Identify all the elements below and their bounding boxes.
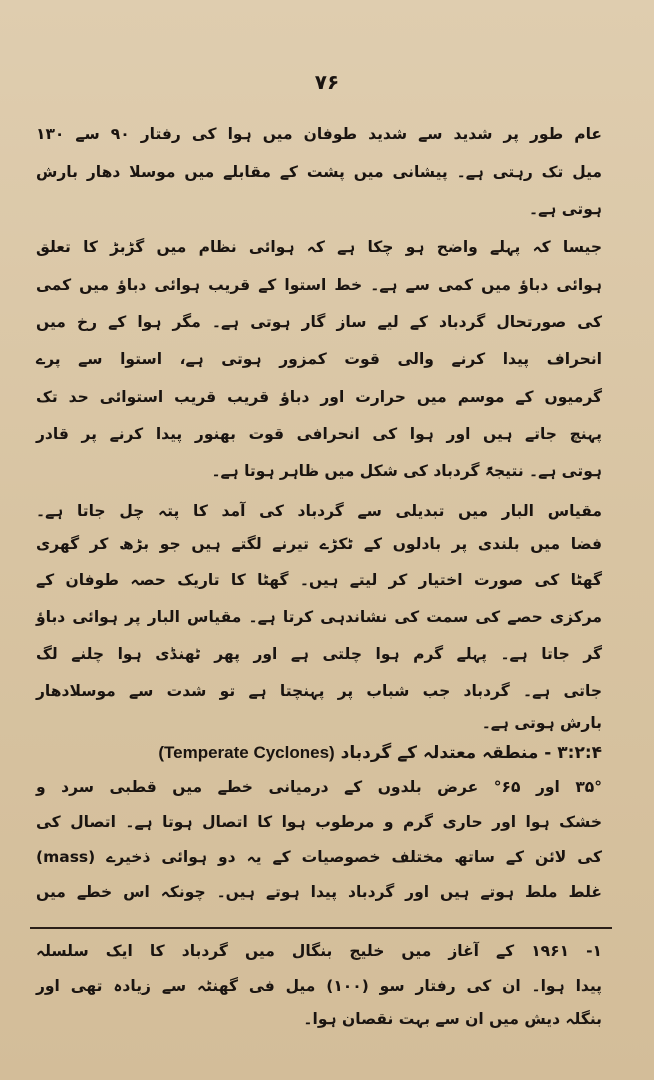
para4-line: خشک ہوا اور حاری گرم و مرطوب ہوا کا اتصال ہوتا ہے۔ اتصال کی	[36, 813, 602, 831]
para3-line: گھٹا کی صورت اختیار کر لیتے ہیں۔ گھٹا کا تاریک حصہ طوفان کے	[36, 571, 602, 589]
para1-line: میل تک رہتی ہے۔ پیشانی میں پشت کے مقابلے میں موسلا دھار بارش	[36, 163, 602, 181]
para4-line: کی لائن کے ساتھ مختلف خصوصیات کے یہ دو ہوائی ذخیرے (mass)	[36, 848, 602, 866]
para2-line: گرمیوں کے موسم میں حرارت اور دباؤ قریب قریب استوائی حد تک	[36, 388, 602, 406]
para3-line: فضا میں بلندی پر بادلوں کے ٹکڑے تیرنے لگتے ہیں جو بڑھ کر گھری	[36, 535, 602, 553]
section-heading: ۳:۲:۴ - منطقہ معتدلہ کے گردباد (Temperate Cyclones)	[158, 743, 602, 763]
para1-line: ہوتی ہے۔	[529, 200, 602, 218]
section-title-english: (Temperate Cyclones)	[158, 743, 335, 762]
section-number: ۳:۲:۴	[557, 743, 602, 763]
section-title-urdu: منطقہ معتدلہ کے گردباد	[340, 743, 539, 763]
footnote-line: پیدا ہوا۔ ان کی رفتار سو (۱۰۰) میل فی گھنٹہ سے زیادہ تھی اور	[36, 977, 602, 995]
footnote-divider	[30, 927, 612, 929]
para4-line: ۳۵° اور ۶۵° عرض بلدوں کے درمیانی خطے میں قطبی سرد و	[36, 778, 602, 796]
footnote-line: ۱- ۱۹۶۱ کے آغاز میں خلیج بنگال میں گردباد کا ایک سلسلہ	[36, 942, 602, 960]
para1-line: عام طور پر شدید سے شدید طوفان میں ہوا کی رفتار ۹۰ سے ۱۳۰	[36, 125, 602, 143]
para2-line: ہوائی دباؤ میں کمی سے ہے۔ خط استوا کے قریب ہوائی دباؤ میں کمی	[36, 276, 602, 294]
footnote-line: بنگلہ دیش میں ان سے بہت نقصان ہوا۔	[303, 1010, 602, 1028]
para3-line: مرکزی حصے کی سمت کی نشاندہی کرتا ہے۔ مقیاس البار پر ہوائی دباؤ	[36, 608, 602, 626]
para2-line: جیسا کہ پہلے واضح ہو چکا ہے کہ ہوائی نظام میں گڑبڑ کا تعلق	[36, 238, 602, 256]
para3-line: جاتی ہے۔ گردباد جب شباب پر پہنچتا ہے تو شدت سے موسلادھار	[36, 682, 602, 700]
para3-line: بارش ہوتی ہے۔	[481, 714, 602, 732]
para3-line: گر جاتا ہے۔ پہلے گرم ہوا چلتی ہے اور پھر ٹھنڈی ہوا چلنے لگ	[36, 645, 602, 663]
page-number: ۷۶	[314, 70, 340, 94]
para3-line: مقیاس البار میں تبدیلی سے گردباد کی آمد کا پتہ چل جاتا ہے۔	[36, 502, 602, 520]
para2-line: ہوتی ہے۔ نتیجۃً گردباد کی شکل میں ظاہر ہوتا ہے۔	[211, 462, 602, 480]
para2-line: انحراف پیدا کرنے والی قوت کمزور ہوتی ہے، استوا سے پرے	[36, 350, 602, 368]
para2-line: پہنچ جاتے ہیں اور ہوا کی انحرافی قوت بھنور پیدا کرنے پر قادر	[36, 425, 602, 443]
para4-line: غلط ملط ہوتے ہیں اور گردباد پیدا ہوتے ہیں۔ چونکہ اس خطے میں	[36, 883, 602, 901]
para2-line: کی صورتحال گردباد کے لیے ساز گار ہوتی ہے۔ مگر ہوا کے رخ میں	[36, 313, 602, 331]
